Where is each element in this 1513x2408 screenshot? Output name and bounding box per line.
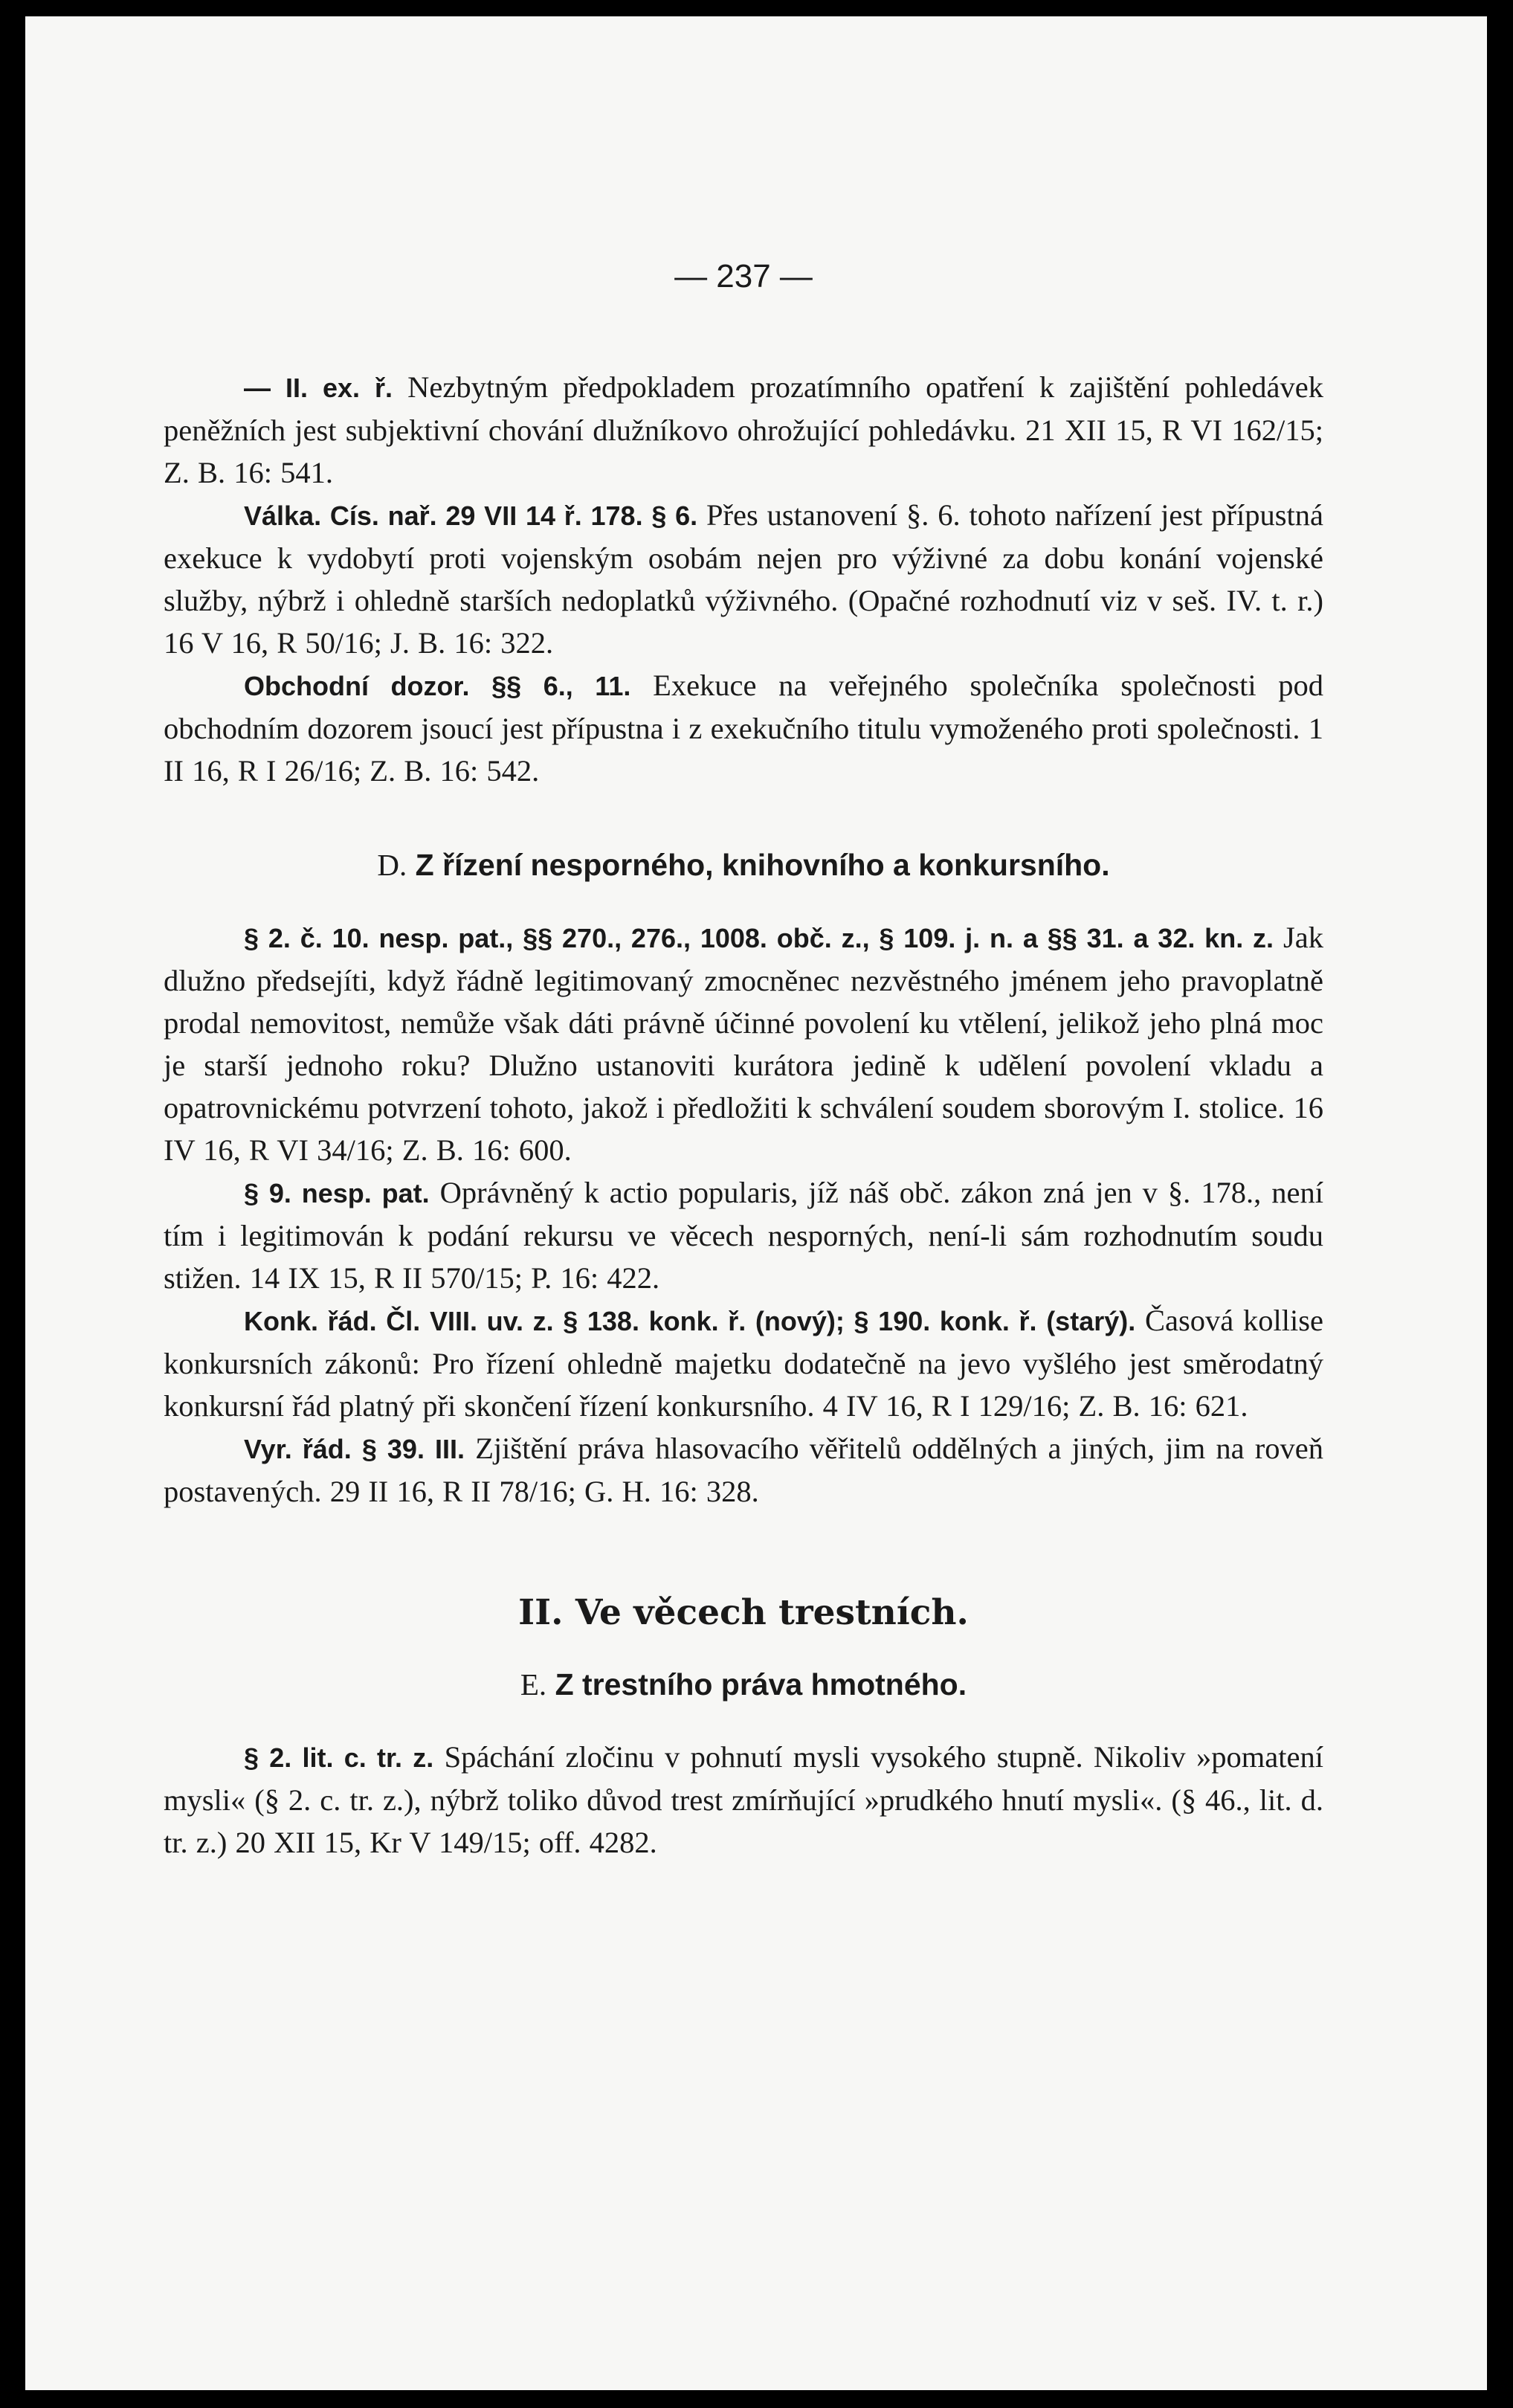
- paragraph-bankruptcy-law: [164, 1299, 1323, 1427]
- section-heading-ii: II. Ve věcech trestních.: [518, 1592, 969, 1633]
- page-number: — 237 —: [674, 258, 813, 294]
- paragraph-execution-order: [164, 366, 1323, 494]
- paragraph-text: Nezbytným předpokladem prozatímního opatření k zajištění pohledávek peněžních jest subjektivní chování dlužníkovo ohrožující pohledávku. 21 XII 15, R VI 162/15; Z. B. 16: 541.: [164, 370, 1324, 489]
- paragraph-actio-popularis: [164, 1171, 1323, 1299]
- paragraph-text: Přes ustanovení §. 6. tohoto nařízení jest přípustná exekuce k vydobytí proti vojenským osobám nejen pro výživné za dobu konání vojenské služby, nýbrž i ohledně starších nedoplatků výživného. (Opačné rozhodnutí viz v seš. IV. t. r.) 16 V 16, R 50/16; J. B. 16: 322.: [164, 498, 1324, 660]
- paragraph-lead: Konk. řád. Čl. VIII. uv. z. § 138. konk. ř. (nový); § 190. konk. ř. (starý).: [244, 1306, 1136, 1336]
- section-title: Z trestního práva hmotného.: [555, 1667, 967, 1702]
- paragraph-absent-person: [164, 916, 1323, 1171]
- paragraph-text: Exekuce na veřejného společníka společnosti pod obchodním dozorem jsoucí jest přípustna i z exekučního titulu vymoženého proti společnosti. 1 II 16, R I 26/16; Z. B. 16: 542.: [164, 669, 1324, 788]
- paragraph-commercial-supervision: [164, 664, 1323, 792]
- book-page: [25, 16, 1487, 2390]
- section-heading-d: [164, 844, 1323, 886]
- paragraph-lead: Vyr. řád. § 39. III.: [244, 1434, 465, 1464]
- paragraph-text: Jak dlužno předsejíti, když řádně legitimovaný zmocněnec nezvěstného jménem jeho pravoplatně prodal nemovitost, nemůže však dáti právně účinné povolení ku vtělení, jelikož jeho plná moc je starší jednoho roku? Dlužno ustanoviti kurátora jedině k udělení povolení vkladu a opatrovnickému potvrzení tohoto, jakož i předložiti k schválení soudem sborovým I. stolice. 16 IV 16, R VI 34/16; Z. B. 16: 600.: [164, 921, 1323, 1167]
- paragraph-lead: Obchodní dozor. §§ 6., 11.: [244, 671, 631, 701]
- paragraph-lead: § 2. č. 10. nesp. pat., §§ 270., 276., 1008. obč. z., § 109. j. n. a §§ 31. a 32. kn. z.: [244, 923, 1274, 953]
- paragraph-lead: § 9. nesp. pat.: [244, 1178, 430, 1208]
- section-title: Z řízení nesporného, knihovního a konkursního.: [415, 848, 1110, 882]
- paragraph-lead: Válka. Cís. nař. 29 VII 14 ř. 178. § 6.: [244, 500, 698, 531]
- paragraph-lead: § 2. lit. c. tr. z.: [244, 1742, 434, 1773]
- paragraph-voting-right: [164, 1427, 1323, 1513]
- section-letter: E.: [520, 1667, 547, 1702]
- paragraph-criminal-emotion: [164, 1736, 1323, 1864]
- paragraph-text: Oprávněný k actio popularis, jíž náš obč. zákon zná jen v §. 178., není tím i legitimován k podání rekursu ve věcech nesporných, není-li sám rozhodnutím soudu stižen. 14 IX 15, R II 570/15; P. 16: 422.: [164, 1176, 1323, 1295]
- paragraph-war-decree: [164, 494, 1323, 664]
- section-heading-e: [164, 1664, 1323, 1706]
- paragraph-text: Časová kollise konkursních zákonů: Pro řízení ohledně majetku dodatečně na jevo vyšlého jest směrodatný konkursní řád platný při skončení řízení konkursního. 4 IV 16, R I 129/16; Z. B. 16: 621.: [164, 1304, 1323, 1423]
- section-letter: D.: [377, 848, 407, 882]
- text-body: [164, 366, 1323, 1864]
- paragraph-text: Spáchání zločinu v pohnutí mysli vysokého stupně. Nikoliv »pomatení mysli« (§ 2. c. tr. z.), nýbrž toliko důvod trest zmírňující »prudkého hnutí mysli«. (§ 46., lit. d. tr. z.) 20 XII 15, Kr V 149/15; off. 4282.: [164, 1740, 1323, 1859]
- paragraph-text: Zjištění práva hlasovacího věřitelů oddělných a jiných, jim na roveň postavených. 29 II 16, R II 78/16; G. H. 16: 328.: [164, 1432, 1324, 1508]
- paragraph-lead: — II. ex. ř.: [244, 373, 393, 403]
